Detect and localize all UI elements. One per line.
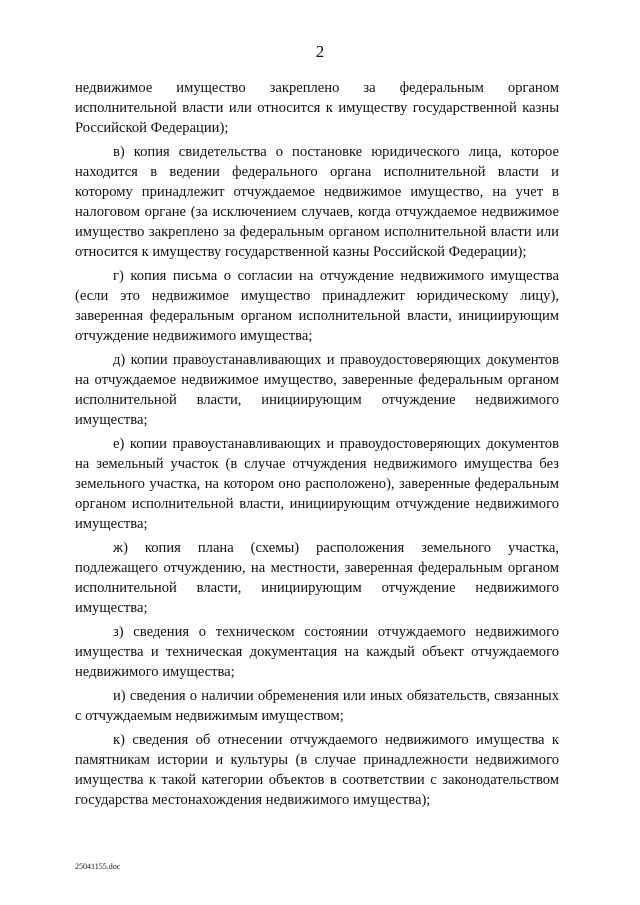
paragraph-item-e: е) копии правоустанавливающих и правоудостоверяющих документов на земельный участок (в случае отчуждения недвижимого имущества без земельного участка, на котором оно расположено), заверенные федеральным органом исполнительной власти, инициирующим отчуждение недвижимого имущества;	[75, 436, 559, 532]
paragraph-continuation: недвижимое имущество закреплено за федеральным органом исполнительной власти или относится к имуществу государственной казны Российской Федерации);	[75, 80, 559, 136]
paragraph-item-d: д) копии правоустанавливающих и правоудостоверяющих документов на отчуждаемое недвижимое имущество, заверенные федеральным органом исполнительной власти, инициирующим отчуждение недвижимого имущества;	[75, 352, 559, 428]
document-file-code: 25041155.doc	[75, 862, 121, 871]
paragraph-item-g: г) копия письма о согласии на отчуждение недвижимого имущества (если это недвижимое имущество принадлежит юридическому лицу), заверенная федеральным органом исполнительной власти, инициирующим отчуждение недвижимого имущества;	[75, 268, 559, 344]
document-body	[75, 78, 559, 814]
paragraph-item-v: в) копия свидетельства о постановке юридического лица, которое находится в ведении федерального органа исполнительной власти и которому принадлежит отчуждаемое недвижимое имущество, на учет в налоговом органе (за исключением случаев, когда отчуждаемое недвижимое имущество закреплено за федеральным органом исполнительной власти или относится к имуществу государственной казны Российской Федерации);	[75, 144, 559, 260]
paragraph-item-i: и) сведения о наличии обременения или иных обязательств, связанных с отчуждаемым недвижимым имуществом;	[75, 688, 559, 724]
paragraph-item-zh: ж) копия плана (схемы) расположения земельного участка, подлежащего отчуждению, на местности, заверенная федеральным органом исполнительной власти, инициирующим отчуждение недвижимого имущества;	[75, 540, 559, 616]
paragraph-item-k: к) сведения об отнесении отчуждаемого недвижимого имущества к памятникам истории и культуры (в случае принадлежности недвижимого имущества к такой категории объектов в соответствии с законодательством государства местонахождения недвижимого имущества);	[75, 732, 559, 808]
page-number: 2	[315, 42, 325, 61]
paragraph-item-z: з) сведения о техническом состоянии отчуждаемого недвижимого имущества и техническая документация на каждый объект отчуждаемого недвижимого имущества;	[75, 624, 559, 680]
